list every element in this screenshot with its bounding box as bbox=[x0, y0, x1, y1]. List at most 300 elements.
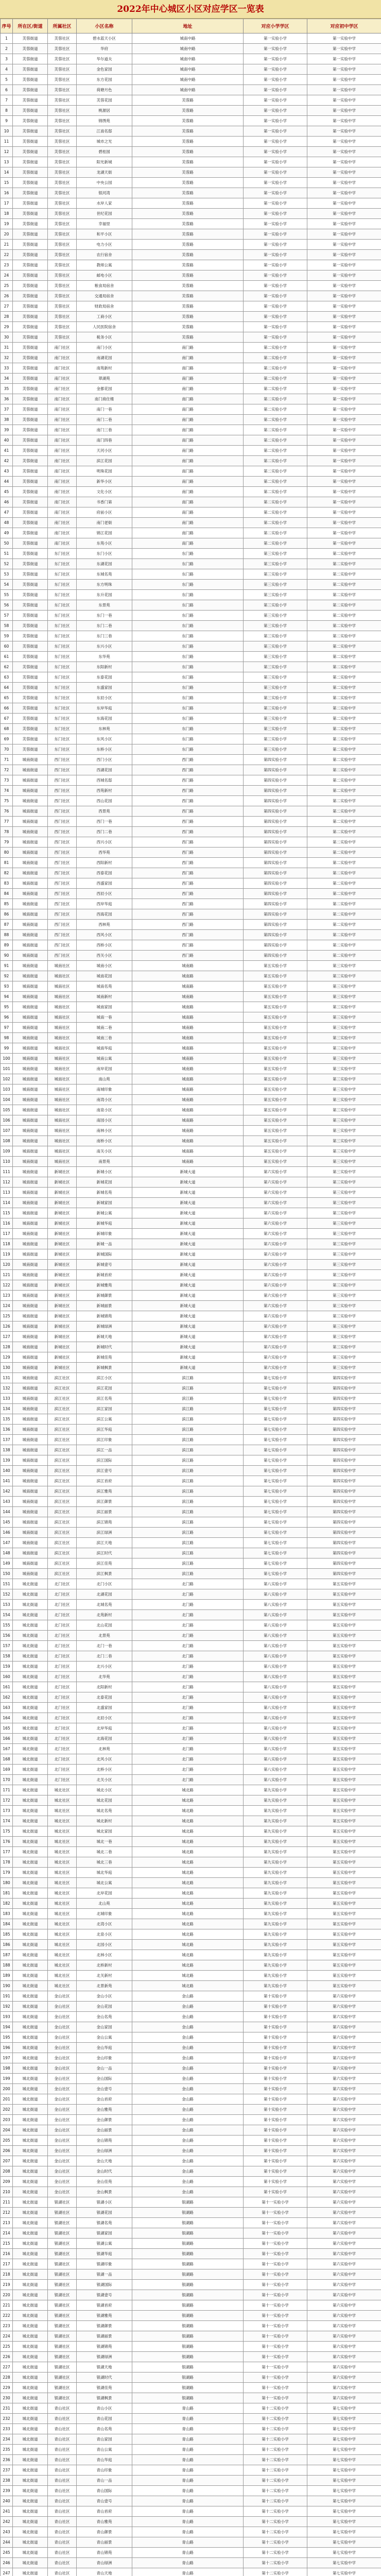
cell-index: 242 bbox=[1, 2517, 13, 2527]
cell-index: 55 bbox=[1, 590, 13, 600]
cell-address: 青山路 bbox=[132, 2486, 244, 2496]
cell-address: 滨江路 bbox=[132, 1435, 244, 1445]
table-row bbox=[1, 1971, 381, 1981]
cell-address: 滨江路 bbox=[132, 1373, 244, 1383]
cell-estate: 新城小区 bbox=[77, 1167, 132, 1177]
cell-middle: 第五实验中学 bbox=[307, 1785, 381, 1795]
cell-estate: 银湖佳苑 bbox=[77, 2383, 132, 2393]
cell-community: 青山社区 bbox=[48, 2506, 77, 2517]
cell-primary: 第八实验小学 bbox=[244, 1703, 307, 1713]
cell-street: 城南街道 bbox=[13, 1064, 48, 1074]
cell-community: 青山社区 bbox=[48, 2558, 77, 2568]
cell-index: 57 bbox=[1, 611, 13, 621]
cell-community: 新城社区 bbox=[48, 1291, 77, 1301]
cell-community: 东门社区 bbox=[48, 724, 77, 734]
cell-estate: 幸福里 bbox=[77, 219, 132, 229]
cell-index: 173 bbox=[1, 1806, 13, 1816]
cell-primary: 第五实验小学 bbox=[244, 1115, 307, 1126]
table-row bbox=[1, 54, 381, 64]
cell-address: 城北路 bbox=[132, 1816, 244, 1826]
cell-index: 8 bbox=[1, 106, 13, 116]
cell-street: 城南街道 bbox=[13, 909, 48, 920]
cell-address: 城南路 bbox=[132, 1115, 244, 1126]
table-row bbox=[1, 1239, 381, 1249]
cell-index: 227 bbox=[1, 2362, 13, 2372]
cell-primary: 第一实验小学 bbox=[244, 64, 307, 75]
cell-community: 芙蓉社区 bbox=[48, 240, 77, 250]
cell-estate: 北门一巷 bbox=[77, 1641, 132, 1651]
cell-estate: 金山锦苑 bbox=[77, 2136, 132, 2146]
cell-street: 芙蓉街道 bbox=[13, 487, 48, 497]
table-row bbox=[1, 786, 381, 796]
cell-index: 45 bbox=[1, 487, 13, 497]
cell-primary: 第一实验小学 bbox=[244, 137, 307, 147]
cell-middle: 第四实验中学 bbox=[307, 1558, 381, 1569]
cell-index: 94 bbox=[1, 992, 13, 1002]
table-row bbox=[1, 497, 381, 507]
table-row bbox=[1, 1868, 381, 1878]
cell-address: 西门路 bbox=[132, 868, 244, 878]
cell-community: 南门社区 bbox=[48, 404, 77, 415]
cell-street: 芙蓉街道 bbox=[13, 44, 48, 54]
cell-estate: 银湖首府 bbox=[77, 2300, 132, 2311]
cell-primary: 第二实验小学 bbox=[244, 384, 307, 394]
cell-address: 城北路 bbox=[132, 1971, 244, 1981]
cell-estate: 银湖名苑 bbox=[77, 2218, 132, 2228]
cell-street: 城北街道 bbox=[13, 2280, 48, 2290]
cell-primary: 第四实验小学 bbox=[244, 899, 307, 909]
table-row bbox=[1, 1744, 381, 1754]
cell-middle: 第四实验中学 bbox=[307, 1476, 381, 1486]
cell-street: 城北街道 bbox=[13, 1960, 48, 1971]
cell-address: 西门路 bbox=[132, 848, 244, 858]
cell-primary: 第三实验小学 bbox=[244, 703, 307, 714]
cell-middle: 第一实验中学 bbox=[307, 106, 381, 116]
cell-estate: 滨江绿洲 bbox=[77, 1528, 132, 1538]
cell-primary: 第十二实验小学 bbox=[244, 2403, 307, 2414]
table-row bbox=[1, 2300, 381, 2311]
table-row bbox=[1, 2342, 381, 2352]
cell-middle: 第五实验中学 bbox=[307, 1703, 381, 1713]
table-row bbox=[1, 332, 381, 343]
cell-community: 南门社区 bbox=[48, 415, 77, 425]
cell-street: 城北街道 bbox=[13, 2414, 48, 2424]
cell-middle: 第六实验中学 bbox=[307, 2280, 381, 2290]
cell-estate: 北泉小区 bbox=[77, 1929, 132, 1940]
cell-street: 芙蓉街道 bbox=[13, 332, 48, 343]
cell-middle: 第四实验中学 bbox=[307, 1466, 381, 1476]
cell-primary: 第六实验小学 bbox=[244, 1280, 307, 1291]
cell-community: 新城社区 bbox=[48, 1167, 77, 1177]
cell-index: 217 bbox=[1, 2259, 13, 2269]
cell-address: 西门路 bbox=[132, 889, 244, 899]
cell-community: 滨江社区 bbox=[48, 1476, 77, 1486]
cell-community: 城北社区 bbox=[48, 1940, 77, 1950]
cell-address: 青山路 bbox=[132, 2414, 244, 2424]
cell-primary: 第一实验小学 bbox=[244, 322, 307, 332]
cell-address: 城北路 bbox=[132, 1837, 244, 1847]
cell-index: 56 bbox=[1, 600, 13, 611]
cell-estate: 东苑小区 bbox=[77, 538, 132, 549]
cell-address: 北门路 bbox=[132, 1775, 244, 1785]
cell-address: 芙蓉路 bbox=[132, 270, 244, 281]
cell-primary: 第四实验小学 bbox=[244, 827, 307, 837]
cell-estate: 南岸花园 bbox=[77, 1064, 132, 1074]
cell-street: 城北街道 bbox=[13, 2032, 48, 2043]
table-row bbox=[1, 2403, 381, 2414]
cell-index: 163 bbox=[1, 1703, 13, 1713]
cell-community: 城南社区 bbox=[48, 1043, 77, 1054]
cell-street: 城北街道 bbox=[13, 2166, 48, 2177]
cell-middle: 第一实验中学 bbox=[307, 353, 381, 363]
cell-estate: 青山公寓 bbox=[77, 2445, 132, 2455]
cell-estate: 水岸人家 bbox=[77, 198, 132, 209]
cell-index: 151 bbox=[1, 1579, 13, 1589]
cell-address: 金山路 bbox=[132, 2063, 244, 2074]
cell-primary: 第九实验小学 bbox=[244, 1929, 307, 1940]
cell-index: 202 bbox=[1, 2105, 13, 2115]
cell-estate: 银湖家园 bbox=[77, 2228, 132, 2239]
table-row bbox=[1, 2125, 381, 2136]
cell-estate: 北岸花园 bbox=[77, 1888, 132, 1899]
table-row bbox=[1, 75, 381, 85]
cell-middle: 第五实验中学 bbox=[307, 1723, 381, 1734]
cell-index: 158 bbox=[1, 1651, 13, 1662]
table-row bbox=[1, 1548, 381, 1558]
cell-middle: 第一实验中学 bbox=[307, 209, 381, 219]
cell-primary: 第三实验小学 bbox=[244, 652, 307, 662]
cell-index: 73 bbox=[1, 775, 13, 786]
cell-street: 城南街道 bbox=[13, 971, 48, 981]
cell-community: 银湖社区 bbox=[48, 2290, 77, 2300]
cell-estate: 银湖丽景 bbox=[77, 2331, 132, 2342]
cell-index: 236 bbox=[1, 2455, 13, 2465]
cell-index: 101 bbox=[1, 1064, 13, 1074]
cell-middle: 第一实验中学 bbox=[307, 137, 381, 147]
cell-street: 城南街道 bbox=[13, 1497, 48, 1507]
table-row bbox=[1, 456, 381, 466]
cell-middle: 第二实验中学 bbox=[307, 837, 381, 848]
cell-community: 新城社区 bbox=[48, 1198, 77, 1208]
cell-address: 西门路 bbox=[132, 920, 244, 930]
cell-index: 210 bbox=[1, 2187, 13, 2197]
cell-community: 金山社区 bbox=[48, 2084, 77, 2094]
cell-primary: 第一实验小学 bbox=[244, 167, 307, 178]
cell-middle: 第二实验中学 bbox=[307, 806, 381, 817]
table-row bbox=[1, 33, 381, 44]
cell-index: 99 bbox=[1, 1043, 13, 1054]
table-row bbox=[1, 2197, 381, 2208]
cell-middle: 第五实验中学 bbox=[307, 1589, 381, 1600]
cell-estate: 芙蓉花园 bbox=[77, 95, 132, 106]
cell-index: 82 bbox=[1, 868, 13, 878]
cell-estate: 西盛家园 bbox=[77, 878, 132, 889]
cell-community: 青山社区 bbox=[48, 2445, 77, 2455]
cell-primary: 第十一实验小学 bbox=[244, 2331, 307, 2342]
cell-estate: 银湖御景 bbox=[77, 2321, 132, 2331]
cell-estate: 江南名邸 bbox=[77, 126, 132, 137]
table-row bbox=[1, 1311, 381, 1321]
table-row bbox=[1, 1342, 381, 1352]
cell-estate: 青山丽景 bbox=[77, 2537, 132, 2548]
table-row bbox=[1, 1682, 381, 1692]
cell-primary: 第七实验小学 bbox=[244, 1466, 307, 1476]
table-row bbox=[1, 106, 381, 116]
cell-estate: 金山丽景 bbox=[77, 2125, 132, 2136]
cell-estate: 西华苑 bbox=[77, 848, 132, 858]
cell-index: 216 bbox=[1, 2249, 13, 2259]
cell-address: 金山路 bbox=[132, 2156, 244, 2166]
cell-primary: 第七实验小学 bbox=[244, 1517, 307, 1528]
cell-index: 118 bbox=[1, 1239, 13, 1249]
cell-community: 城南社区 bbox=[48, 1126, 77, 1136]
table-row bbox=[1, 621, 381, 631]
cell-estate: 城北二巷 bbox=[77, 1847, 132, 1857]
cell-index: 239 bbox=[1, 2486, 13, 2496]
cell-middle: 第四实验中学 bbox=[307, 1507, 381, 1517]
cell-community: 金山社区 bbox=[48, 2125, 77, 2136]
cell-address: 城北路 bbox=[132, 1795, 244, 1806]
table-row bbox=[1, 971, 381, 981]
cell-community: 滨江社区 bbox=[48, 1383, 77, 1394]
cell-primary: 第七实验小学 bbox=[244, 1569, 307, 1579]
table-row bbox=[1, 1991, 381, 2002]
table-row bbox=[1, 2063, 381, 2074]
cell-address: 银湖路 bbox=[132, 2290, 244, 2300]
cell-street: 城北街道 bbox=[13, 2465, 48, 2476]
cell-primary: 第十二实验小学 bbox=[244, 2527, 307, 2537]
cell-middle: 第七实验中学 bbox=[307, 2403, 381, 2414]
cell-index: 201 bbox=[1, 2094, 13, 2105]
cell-estate: 东城名苑 bbox=[77, 569, 132, 580]
cell-primary: 第一实验小学 bbox=[244, 209, 307, 219]
cell-index: 19 bbox=[1, 219, 13, 229]
cell-address: 青山路 bbox=[132, 2548, 244, 2558]
cell-address: 新城大道 bbox=[132, 1218, 244, 1229]
cell-street: 城南街道 bbox=[13, 827, 48, 837]
cell-primary: 第一实验小学 bbox=[244, 147, 307, 157]
cell-index: 237 bbox=[1, 2465, 13, 2476]
cell-primary: 第三实验小学 bbox=[244, 600, 307, 611]
cell-street: 城南街道 bbox=[13, 1486, 48, 1497]
cell-estate: 华府 bbox=[77, 44, 132, 54]
table-row bbox=[1, 85, 381, 95]
cell-primary: 第一实验小学 bbox=[244, 157, 307, 167]
table-row bbox=[1, 2239, 381, 2249]
cell-index: 117 bbox=[1, 1229, 13, 1239]
cell-primary: 第二实验小学 bbox=[244, 487, 307, 497]
table-row bbox=[1, 590, 381, 600]
table-row bbox=[1, 2146, 381, 2156]
cell-address: 北门路 bbox=[132, 1744, 244, 1754]
table-row bbox=[1, 2455, 381, 2465]
cell-primary: 第五实验小学 bbox=[244, 1023, 307, 1033]
cell-middle: 第六实验中学 bbox=[307, 2084, 381, 2094]
table-row bbox=[1, 1888, 381, 1899]
cell-community: 西门社区 bbox=[48, 858, 77, 868]
cell-primary: 第一实验小学 bbox=[244, 85, 307, 95]
cell-estate: 城市之光 bbox=[77, 137, 132, 147]
cell-community: 城北社区 bbox=[48, 1981, 77, 1991]
cell-index: 179 bbox=[1, 1868, 13, 1878]
cell-community: 滨江社区 bbox=[48, 1435, 77, 1445]
cell-address: 西门路 bbox=[132, 858, 244, 868]
cell-primary: 第八实验小学 bbox=[244, 1610, 307, 1620]
table-row bbox=[1, 1816, 381, 1826]
cell-middle: 第五实验中学 bbox=[307, 1765, 381, 1775]
cell-address: 青山路 bbox=[132, 2568, 244, 2576]
cell-community: 滨江社区 bbox=[48, 1486, 77, 1497]
cell-community: 新城社区 bbox=[48, 1311, 77, 1321]
cell-index: 189 bbox=[1, 1971, 13, 1981]
cell-community: 滨江社区 bbox=[48, 1404, 77, 1414]
cell-estate: 新城锦苑 bbox=[77, 1311, 132, 1321]
cell-estate: 北林小区 bbox=[77, 1950, 132, 1960]
cell-primary: 第二实验小学 bbox=[244, 374, 307, 384]
cell-primary: 第十二实验小学 bbox=[244, 2506, 307, 2517]
cell-address: 新城大道 bbox=[132, 1311, 244, 1321]
cell-estate: 北盛家园 bbox=[77, 1703, 132, 1713]
table-row bbox=[1, 672, 381, 683]
cell-primary: 第一实验小学 bbox=[244, 260, 307, 270]
cell-primary: 第十二实验小学 bbox=[244, 2517, 307, 2527]
cell-middle: 第三实验中学 bbox=[307, 1136, 381, 1146]
cell-street: 城北街道 bbox=[13, 2043, 48, 2053]
cell-address: 金山路 bbox=[132, 2115, 244, 2125]
cell-estate: 东岸华庭 bbox=[77, 703, 132, 714]
table-row bbox=[1, 1528, 381, 1538]
cell-primary: 第十实验小学 bbox=[244, 2012, 307, 2022]
cell-middle: 第六实验中学 bbox=[307, 2239, 381, 2249]
cell-index: 12 bbox=[1, 147, 13, 157]
cell-index: 129 bbox=[1, 1352, 13, 1363]
cell-estate: 碧桂园 bbox=[77, 147, 132, 157]
cell-index: 77 bbox=[1, 817, 13, 827]
cell-community: 城北社区 bbox=[48, 1971, 77, 1981]
cell-street: 城南街道 bbox=[13, 1569, 48, 1579]
cell-primary: 第四实验小学 bbox=[244, 858, 307, 868]
cell-middle: 第六实验中学 bbox=[307, 2208, 381, 2218]
header-primary: 对应小学学区 bbox=[244, 19, 307, 33]
table-row bbox=[1, 1012, 381, 1023]
cell-street: 芙蓉街道 bbox=[13, 446, 48, 456]
cell-street: 城北街道 bbox=[13, 2012, 48, 2022]
cell-estate: 银湖华庭 bbox=[77, 2249, 132, 2259]
cell-estate: 东华苑 bbox=[77, 652, 132, 662]
cell-community: 青山社区 bbox=[48, 2548, 77, 2558]
cell-street: 城北街道 bbox=[13, 1909, 48, 1919]
cell-street: 城北街道 bbox=[13, 1600, 48, 1610]
cell-address: 滨江路 bbox=[132, 1404, 244, 1414]
cell-middle: 第五实验中学 bbox=[307, 1734, 381, 1744]
table-row bbox=[1, 611, 381, 621]
table-row bbox=[1, 1023, 381, 1033]
cell-street: 城北街道 bbox=[13, 2187, 48, 2197]
cell-middle: 第七实验中学 bbox=[307, 2568, 381, 2576]
cell-index: 140 bbox=[1, 1466, 13, 1476]
cell-index: 134 bbox=[1, 1404, 13, 1414]
school-district-table bbox=[0, 19, 381, 2576]
cell-estate: 东林苑 bbox=[77, 724, 132, 734]
cell-community: 新城社区 bbox=[48, 1280, 77, 1291]
cell-street: 芙蓉街道 bbox=[13, 611, 48, 621]
cell-street: 城北街道 bbox=[13, 2537, 48, 2548]
cell-middle: 第四实验中学 bbox=[307, 1414, 381, 1425]
cell-primary: 第一实验小学 bbox=[244, 281, 307, 291]
cell-street: 城南街道 bbox=[13, 1043, 48, 1054]
cell-estate: 金山首府 bbox=[77, 2094, 132, 2105]
cell-community: 城南社区 bbox=[48, 1157, 77, 1167]
cell-address: 青山路 bbox=[132, 2465, 244, 2476]
cell-street: 城北街道 bbox=[13, 1888, 48, 1899]
cell-middle: 第三实验中学 bbox=[307, 1249, 381, 1260]
cell-address: 芙蓉路 bbox=[132, 250, 244, 260]
cell-estate: 银湖国际 bbox=[77, 2280, 132, 2290]
cell-middle: 第七实验中学 bbox=[307, 2465, 381, 2476]
cell-street: 城北街道 bbox=[13, 2548, 48, 2558]
cell-middle: 第一实验中学 bbox=[307, 178, 381, 188]
cell-index: 21 bbox=[1, 240, 13, 250]
cell-address: 城北路 bbox=[132, 1806, 244, 1816]
cell-address: 北门路 bbox=[132, 1579, 244, 1589]
cell-address: 城南路 bbox=[132, 1023, 244, 1033]
cell-primary: 第二实验小学 bbox=[244, 518, 307, 528]
cell-street: 城北街道 bbox=[13, 1857, 48, 1868]
table-row bbox=[1, 2218, 381, 2228]
cell-community: 东门社区 bbox=[48, 662, 77, 672]
cell-estate: 西门二巷 bbox=[77, 827, 132, 837]
cell-primary: 第二实验小学 bbox=[244, 343, 307, 353]
table-row bbox=[1, 714, 381, 724]
cell-address: 滨江路 bbox=[132, 1383, 244, 1394]
table-row bbox=[1, 1651, 381, 1662]
cell-street: 城北街道 bbox=[13, 1754, 48, 1765]
cell-estate: 新华小区 bbox=[77, 477, 132, 487]
table-row bbox=[1, 229, 381, 240]
cell-middle: 第二实验中学 bbox=[307, 848, 381, 858]
cell-middle: 第一实验中学 bbox=[307, 487, 381, 497]
cell-index: 5 bbox=[1, 75, 13, 85]
cell-street: 城南街道 bbox=[13, 1414, 48, 1425]
cell-community: 西门社区 bbox=[48, 775, 77, 786]
cell-estate: 新城绿洲 bbox=[77, 1321, 132, 1332]
cell-index: 198 bbox=[1, 2063, 13, 2074]
cell-community: 芙蓉社区 bbox=[48, 301, 77, 312]
cell-index: 180 bbox=[1, 1878, 13, 1888]
cell-community: 南门社区 bbox=[48, 538, 77, 549]
cell-address: 新城大道 bbox=[132, 1239, 244, 1249]
cell-community: 滨江社区 bbox=[48, 1558, 77, 1569]
cell-street: 城北街道 bbox=[13, 2352, 48, 2362]
cell-primary: 第十二实验小学 bbox=[244, 2434, 307, 2445]
cell-street: 城北街道 bbox=[13, 1651, 48, 1662]
cell-street: 芙蓉街道 bbox=[13, 621, 48, 631]
cell-index: 181 bbox=[1, 1888, 13, 1899]
cell-community: 银湖社区 bbox=[48, 2362, 77, 2372]
cell-address: 南门路 bbox=[132, 477, 244, 487]
cell-street: 芙蓉街道 bbox=[13, 95, 48, 106]
table-row bbox=[1, 1806, 381, 1816]
cell-primary: 第六实验小学 bbox=[244, 1301, 307, 1311]
cell-index: 206 bbox=[1, 2146, 13, 2156]
cell-primary: 第八实验小学 bbox=[244, 1765, 307, 1775]
cell-street: 城北街道 bbox=[13, 2558, 48, 2568]
cell-community: 北门社区 bbox=[48, 1600, 77, 1610]
cell-street: 城南街道 bbox=[13, 765, 48, 775]
cell-street: 芙蓉街道 bbox=[13, 477, 48, 487]
cell-community: 滨江社区 bbox=[48, 1548, 77, 1558]
cell-community: 西门社区 bbox=[48, 755, 77, 765]
